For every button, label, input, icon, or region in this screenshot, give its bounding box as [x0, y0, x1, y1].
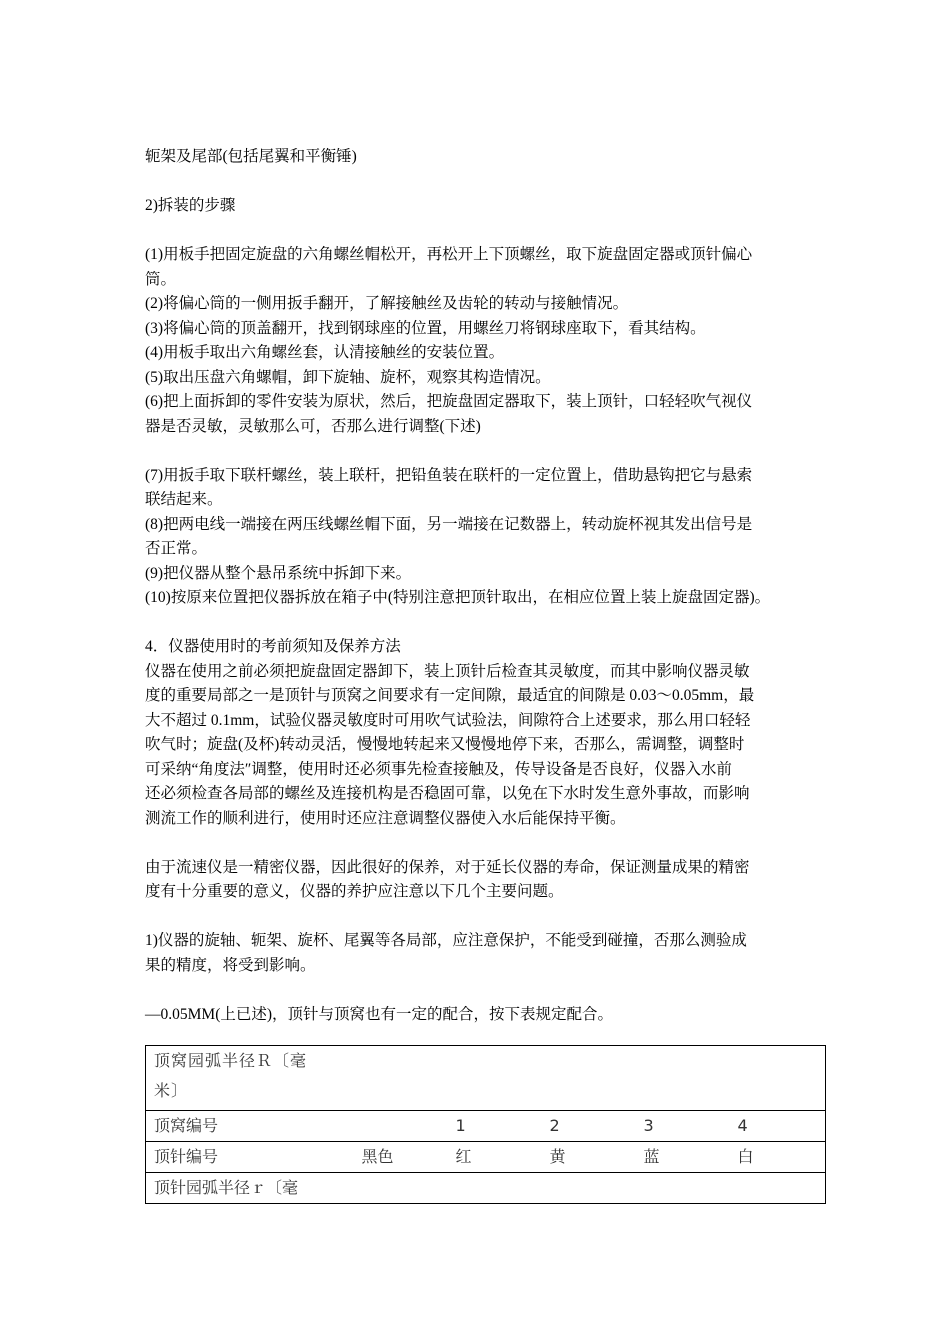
table-cell	[636, 1173, 730, 1204]
step-9: (9)把仪器从整个悬吊系统中拆卸下来。	[145, 564, 412, 582]
maintenance-paragraph	[145, 856, 815, 905]
table-cell	[636, 1046, 730, 1111]
table-intro: —0.05MM(上已述)，顶针与顶窝也有一定的配合，按下表规定配合。	[145, 1005, 614, 1023]
steps-list-a	[145, 243, 815, 439]
table-cell	[354, 1046, 448, 1111]
paragraph-line: 测流工作的顺利进行，使用时还应注意调整仪器使入水后能保持平衡。	[145, 809, 626, 827]
table-cell	[542, 1046, 636, 1111]
table-cell: 1	[448, 1111, 542, 1142]
spacer	[145, 439, 815, 464]
spacer	[145, 905, 815, 930]
table-cell	[730, 1173, 826, 1204]
step-6-line-2: 器是否灵敏，灵敏那么可，否那么进行调整(下述)	[145, 417, 481, 435]
step-7-line-1: (7)用扳手取下联杆螺丝，装上联杆，把铅鱼装在联杆的一定位置上，借助悬钩把它与悬索	[145, 466, 753, 484]
step-1-line-1: (1)用板手把固定旋盘的六角螺丝帽松开，再松开上下顶螺丝，取下旋盘固定器或顶针偏心	[145, 246, 753, 263]
spacer	[145, 831, 815, 856]
spacer	[145, 978, 815, 1003]
table-cell: 3	[636, 1111, 730, 1142]
table-row	[146, 1111, 826, 1142]
paragraph-line: 由于流速仪是一精密仪器，因此很好的保养，对于延长仪器的寿命，保证测量成果的精密	[145, 858, 750, 876]
paragraph-line: 可采纳“角度法″调整，使用时还必须事先检查接触及，传导设备是否良好，仪器入水前	[145, 760, 732, 778]
section-4-paragraph	[145, 660, 815, 832]
step-1-line-2: 筒。	[145, 270, 177, 288]
table-cell	[448, 1173, 542, 1204]
fit-specification-table	[145, 1045, 826, 1204]
point-1-paragraph	[145, 929, 815, 978]
document-body	[145, 145, 815, 1027]
paragraph-line: 吹气时；旋盘(及杯)转动灵活，慢慢地转起来又慢慢地停下来，否那么，需调整，调整时	[145, 736, 745, 753]
table-cell	[448, 1046, 542, 1111]
table-row	[146, 1173, 826, 1204]
heading-parts: 轭架及尾部(包括尾翼和平衡锤)	[145, 148, 357, 165]
step-7-line-2: 联结起来。	[145, 491, 223, 508]
step-8-line-2: 否正常。	[145, 540, 208, 557]
paragraph-line: 度的重要局部之一是顶针与顶窝之间要求有一定间隙，最适宜的间隙是 0.03～0.05mm，最	[145, 687, 755, 704]
step-8-line-1: (8)把两电线一端接在两压线螺丝帽下面，另一端接在记数器上，转动旋杯视其发出信号是	[145, 515, 753, 533]
paragraph-line: 大不超过 0.1mm，试验仪器灵敏度时可用吹气试验法，间隙符合上述要求，那么用口轻轻	[145, 711, 751, 729]
step-6-line-1: (6)把上面拆卸的零件安装为原状，然后，把旋盘固定器取下，装上顶针，口轻轻吹气视仪	[145, 393, 753, 410]
table-cell: 2	[542, 1111, 636, 1142]
table-cell	[542, 1173, 636, 1204]
paragraph-line: 仪器在使用之前必须把旋盘固定器卸下，装上顶针后检查其灵敏度，而其中影响仪器灵敏	[145, 662, 750, 680]
spacer	[145, 219, 815, 244]
table-cell: 红	[448, 1142, 542, 1173]
row-label-pivot-radius: 顶针园弧半径ｒ〔毫	[146, 1173, 354, 1204]
paragraph-line: 度有十分重要的意义，仪器的养护应注意以下几个主要问题。	[145, 883, 564, 900]
paragraph-line: 1)仪器的旋轴、轭架、旋杯、尾翼等各局部，应注意保护，不能受到碰撞，否那么测验成	[145, 932, 747, 949]
row-label-pivot-number: 顶针编号	[146, 1142, 354, 1173]
row-label-socket-radius: 顶窝园弧半径Ｒ〔毫米〕	[154, 1051, 308, 1100]
table-cell: 4	[730, 1111, 826, 1142]
table-cell	[730, 1046, 826, 1111]
table-cell-label	[146, 1046, 354, 1111]
spacer	[145, 170, 815, 195]
section-4-title: 4．仪器使用时的考前须知及保养方法	[145, 638, 401, 655]
step-10: (10)按原来位置把仪器拆放在箱子中(特别注意把顶针取出，在相应位置上装上旋盘固定器)。	[145, 589, 771, 606]
heading-steps: 2)拆装的步骤	[145, 197, 236, 214]
table-cell: 白	[730, 1142, 826, 1173]
table-cell	[354, 1173, 448, 1204]
table-row	[146, 1046, 826, 1111]
paragraph-line: 还必须检查各局部的螺丝及连接机构是否稳固可靠，以免在下水时发生意外事故，而影响	[145, 785, 750, 802]
step-3: (3)将偏心筒的顶盖翻开，找到钢球座的位置，用螺丝刀将钢球座取下，看其结构。	[145, 319, 706, 337]
step-4: (4)用板手取出六角螺丝套，认清接触丝的安装位置。	[145, 344, 505, 361]
table-row	[146, 1142, 826, 1173]
table-cell: 黄	[542, 1142, 636, 1173]
row-label-socket-number: 顶窝编号	[146, 1111, 354, 1142]
table-cell: 黑色	[354, 1142, 448, 1173]
paragraph-line: 果的精度，将受到影响。	[145, 956, 316, 974]
step-2: (2)将偏心筒的一侧用扳手翻开，了解接触丝及齿轮的转动与接触情况。	[145, 295, 629, 312]
step-5: (5)取出压盘六角螺帽，卸下旋轴、旋杯，观察其构造情况。	[145, 368, 551, 386]
steps-list-b	[145, 464, 815, 611]
table-cell	[354, 1111, 448, 1142]
table-cell: 蓝	[636, 1142, 730, 1173]
spacer	[145, 611, 815, 636]
